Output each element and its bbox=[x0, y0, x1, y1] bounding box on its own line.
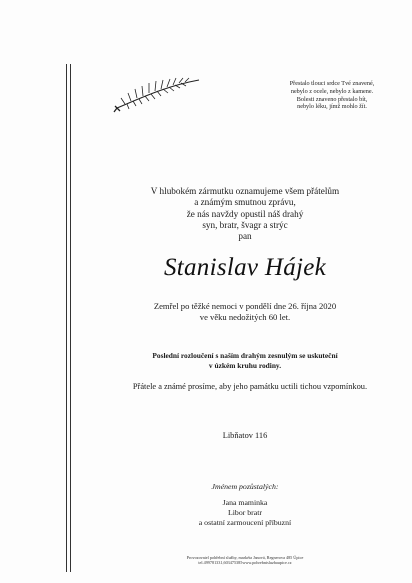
intro-line: a známým smutnou zprávu, bbox=[194, 197, 296, 208]
verse-line: Přestalo tlouci srdce Tvé znavené, bbox=[289, 80, 375, 87]
memorial-verse bbox=[258, 80, 406, 111]
intro-line: syn, bratr, švagr a strýc bbox=[202, 219, 288, 230]
verse-line: nebylo léku, jímž mohlo žít. bbox=[297, 103, 367, 111]
footer-line: Provozovatel pohřební služby, markéta Janová, Regnerova 485 Úpice bbox=[186, 555, 304, 560]
survivor-line: Jana maminka bbox=[222, 498, 268, 507]
address: Libňatov 116 bbox=[222, 431, 268, 440]
deceased-name: Stanislav Hájek bbox=[163, 254, 327, 281]
death-notice bbox=[80, 301, 410, 323]
survivor-line: a ostatní zarmoucení příbuzní bbox=[198, 518, 292, 528]
intro-line: pan bbox=[238, 231, 252, 242]
remembrance-request: Přátele a známé prosíme, aby jeho památku uctili tichou vzpomínkou. bbox=[132, 382, 368, 391]
mourning-border-line-inner bbox=[70, 64, 71, 572]
farewell-notice bbox=[80, 351, 410, 371]
intro-line: V hlubokém zármutku oznamujeme všem přátelům bbox=[150, 186, 340, 196]
farewell-line: v úzkém kruhu rodiny. bbox=[208, 361, 282, 370]
announcement-intro bbox=[80, 186, 410, 242]
feather-quill-icon bbox=[111, 76, 203, 114]
verse-line: Bolesti znaveno přestalo bít, bbox=[296, 95, 368, 103]
funeral-service-footer bbox=[80, 555, 410, 566]
intro-line: že nás navždy opustil náš drahý bbox=[186, 208, 304, 219]
footer-line: tel.499781331,603475385www.pohrebnisluzbaupice.cz bbox=[198, 560, 292, 566]
farewell-line: Poslední rozloučení s naším drahým zesnulým se uskuteční bbox=[152, 351, 338, 360]
survivors-heading: Jménem pozůstalých: bbox=[211, 482, 279, 491]
verse-line: nebylo z ocele, nebylo z kamene. bbox=[290, 87, 374, 95]
mourning-border-line bbox=[66, 64, 67, 572]
survivor-line: Libor bratr bbox=[228, 508, 262, 518]
death-line: ve věku nedožitých 60 let. bbox=[199, 312, 291, 323]
survivors-list bbox=[80, 498, 410, 529]
death-line: Zemřel po těžké nemoci v pondělí dne 26. října 2020 bbox=[153, 301, 337, 311]
